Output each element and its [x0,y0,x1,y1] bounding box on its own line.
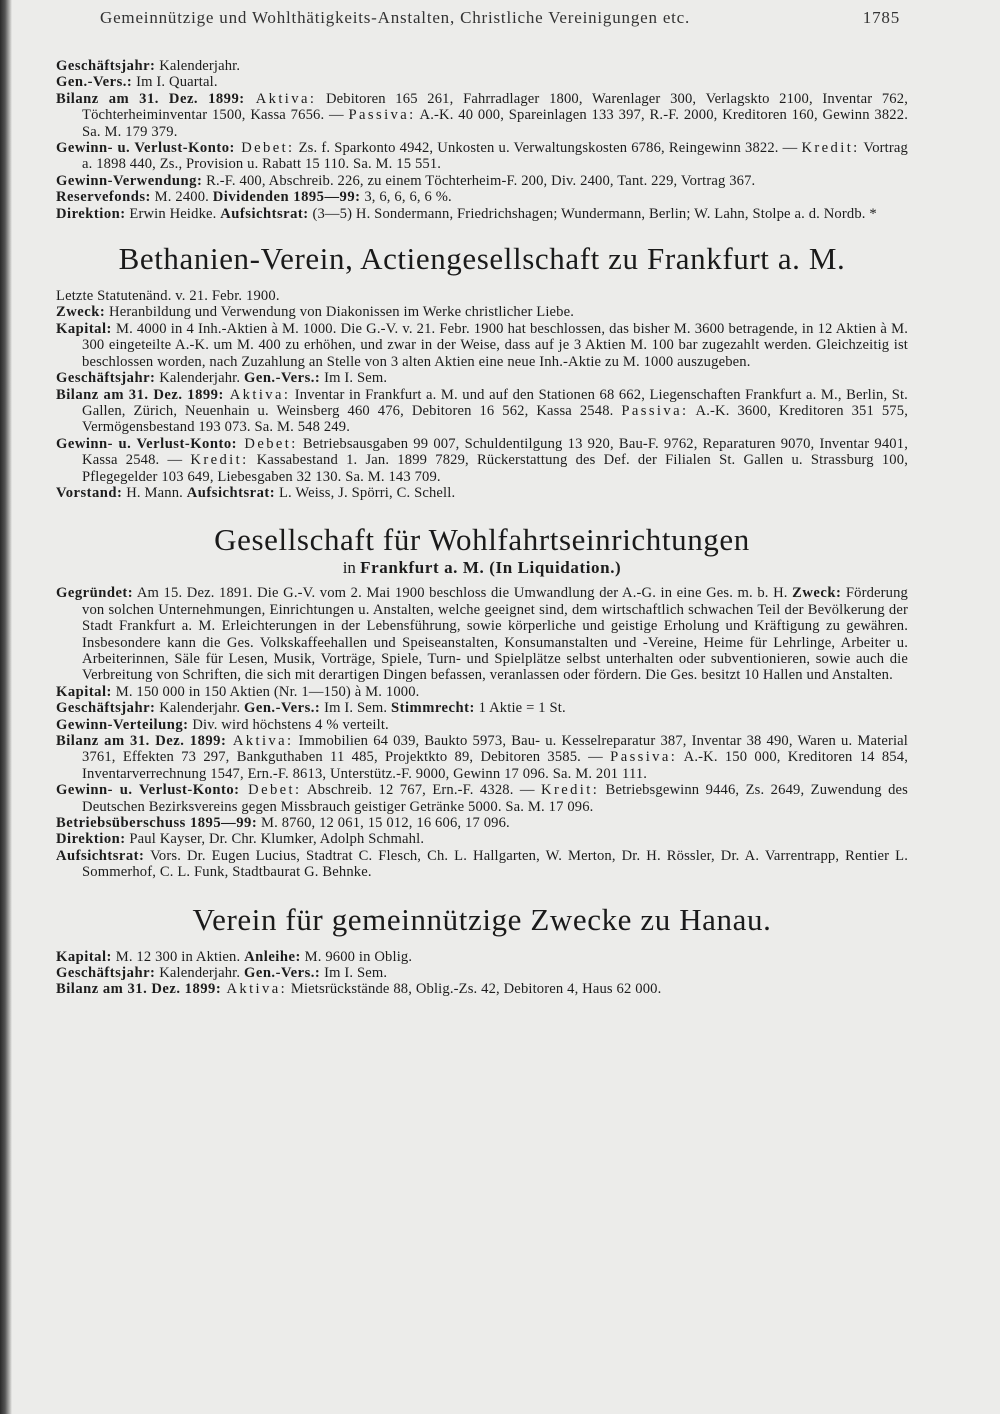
field-label: Bilanz am 31. Dez. 1899: [56,733,227,749]
field-value: M. 4000 in 4 Inh.-Aktien à M. 1000. Die G.-V. v. 21. Febr. 1900 hat beschlossen, das bisher M. 3600 betragende, in 12 Aktien à M. 300 eingeteilte A.-K. um M. 400 zu erhöhen, und zwar in der Weise, dass auf je 3 Aktien M. 100 bar zugezahlt werden. Gleichzeitig ist beschlossen worden, nach Zuzahlung an Stelle von 3 alten Aktien eine neue Inh.-Aktie zu M. 1000 auszugeben. [82,320,908,370]
entry-title-bethanien: Bethanien-Verein, Actiengesellschaft zu Frankfurt a. M. [118,241,846,277]
entry-line [56,485,908,501]
field-label: Kapital: [56,320,112,337]
field-value: Betriebsausgaben 99 007, Schuldentilgung 13 920, Bau-F. 9762, Reparaturen 9070, Inventar 9401, Kassa 2548. — [82,435,908,469]
field-label: Gen.-Vers.: [243,965,321,982]
field-label: Dividenden 1895—99: [212,189,361,206]
field-value: L. Weiss, J. Spörri, C. Schell. [275,484,456,501]
field-value: Kalenderjahr. [155,58,241,74]
field-value: Div. wird höchstens 4 % verteilt. [188,716,389,733]
field-value: Immobilien 64 039, Baukto 5973, Bau- u. Kesselreparatur 387, Inventar 38 490, Waren u. Material 3761, Effekten 73 297, Bankguthaben 11 485, Projektkto 89, Debitoren 3585. — [82,733,908,766]
entry-line [56,58,908,74]
page-content [56,58,908,998]
field-label: Gen.-Vers.: [243,700,321,717]
entry-line [56,981,908,997]
account-side-label: Passiva: [348,107,416,124]
field-value: Kalenderjahr. [155,700,244,717]
field-label: Gewinn- u. Verlust-Konto: [56,435,237,452]
field-value: 1 Aktie = 1 St. [474,700,566,717]
field-value: A.-K. 40 000, Spareinlagen 133 397, R.-F. 2000, Kreditoren 160, Gewinn 3822. Sa. M. 179 379. [82,107,908,140]
field-value: M. 150 000 in 150 Aktien (Nr. 1—150) à M. 1000. [111,683,420,700]
field-value: M. 12 300 in Aktien. [111,948,245,965]
entry-line [56,288,908,304]
page-binding-shadow [0,0,12,1414]
field-label: Bilanz am 31. Dez. 1899: [56,90,245,107]
field-label: Gewinn- u. Verlust-Konto: [56,782,240,799]
field-label: Bilanz am 31. Dez. 1899: [56,386,224,403]
subtitle-bold: Frankfurt a. M. (In Liquidation.) [360,558,622,578]
entry-bethanien-verein [56,288,908,501]
field-label: Gewinn- u. Verlust-Konto: [56,140,235,157]
account-side-label: Kredit: [801,140,860,157]
field-value: Paul Kayser, Dr. Chr. Klumker, Adolph Schmahl. [125,831,425,848]
field-label: Anleihe: [244,948,301,965]
field-value: Kassabestand 1. Jan. 1899 7829, Rückerstattung des Def. der Filialen St. Gallen u. Strassburg 100, Pflegegelder 103 649, Liebesgaben 32 130. Sa. M. 143 709. [82,452,908,485]
entry-subtitle-wohlfahrt [56,559,908,577]
entry-line [56,585,908,683]
entry-line [56,206,908,222]
account-side-label: Kredit: [541,782,600,799]
field-label: Betriebsüberschuss 1895—99: [56,815,258,832]
field-label: Gewinn-Verwendung: [56,172,203,189]
field-value: 3, 6, 6, 6, 6 %. [360,189,452,206]
account-side-label: Aktiva: [226,733,294,749]
field-label: Aufsichtsrat: [220,205,309,222]
entry-line [56,173,908,189]
entry-line [56,436,908,485]
field-value: Heranbildung und Verwendung von Diakonissen im Werke christlicher Liebe. [105,304,575,321]
entry-verein-hanau [56,949,908,998]
field-label: Kapital: [56,683,112,700]
field-value: Im I. Sem. [320,700,391,717]
entry-line [56,717,908,733]
entry-line [56,304,908,320]
field-label: Zweck: [56,304,106,321]
page-number: 1785 [862,8,900,27]
field-value: Am 15. Dez. 1891. Die G.-V. vom 2. Mai 1900 beschloss die Umwandlung der A.-G. in eine Ges. m. b. H. [133,585,793,602]
field-label: Gegründet: [56,585,134,602]
running-title: Gemeinnützige und Wohlthätigkeits-Anstalten, Christliche Vereinigungen etc. [100,8,691,27]
field-value: M. 2400. [150,189,213,206]
account-side-label: Aktiva: [244,90,317,107]
field-label: Geschäftsjahr: [56,370,156,387]
entry-line [56,815,908,831]
field-value: Mietsrückstände 88, Oblig.-Zs. 42, Debitoren 4, Haus 62 000. [287,981,662,998]
field-value: Vortrag a. 1898 440, Zs., Provision u. Rabatt 15 110. Sa. M. 15 551. [82,140,908,173]
field-value: Kalenderjahr. [155,965,244,982]
entry-title-hanau: Verein für gemeinnützige Zwecke zu Hanau. [192,901,772,937]
field-label: Gen.-Vers.: [56,74,133,91]
account-side-label: Aktiva: [223,386,291,403]
running-header [100,8,900,28]
account-side-label: Aktiva: [221,981,288,998]
field-value: Betriebsgewinn 9446, Zs. 2649, Zuwendung des Deutschen Bezirksvereins gegen Missbrauch geistiger Getränke 5000. Sa. M. 17 096. [82,782,908,815]
entry-line [56,848,908,881]
field-value: Inventar in Frankfurt a. M. und auf den Stationen 68 662, Liegenschaften Frankfurt a. M., Berlin, St. Gallen, Zürich, Neuenhain u. Weinsberg 460 476, Debitoren 16 562, Kassa 2548. [82,386,908,419]
entry-title-wohlfahrt: Gesellschaft für Wohlfahrtseinrichtungen [214,522,750,558]
field-label: Gen.-Vers.: [243,370,321,387]
entry-line [56,700,908,716]
field-label: Aufsichtsrat: [186,484,276,501]
entry-line [56,91,908,140]
entry-line [56,387,908,436]
field-value: (3—5) H. Sondermann, Friedrichshagen; Wundermann, Berlin; W. Lahn, Stolpe a. d. Nordb. * [308,205,877,222]
field-label: Bilanz am 31. Dez. 1899: [56,981,222,998]
field-label: Geschäftsjahr: [56,700,156,717]
field-value: Erwin Heidke. [125,205,221,222]
subtitle-prefix: in [342,558,356,578]
entry-line [56,74,908,90]
entry-line [56,831,908,847]
field-label: Stimmrecht: [391,700,475,717]
entry-gesellschaft-wohlfahrt [56,585,908,880]
account-side-label: Kredit: [190,452,249,469]
entry-line [56,321,908,370]
field-label: Reservefonds: [56,189,151,206]
account-side-label: Debet: [237,435,298,452]
field-label: Aufsichtsrat: [56,847,145,864]
field-value: M. 9600 in Oblig. [300,948,413,965]
field-label: Gewinn-Verteilung: [56,716,189,733]
entry-previous-company [56,58,908,222]
field-value: A.-K. 150 000, Kreditoren 14 854, Inventarverrechnung 1547, Ern.-F. 8613, Unterstütz.-F. 9000, Gewinn 17 096. Sa. M. 201 111. [82,749,908,782]
entry-line [56,733,908,782]
field-label: Direktion: [56,205,126,222]
field-value: R.-F. 400, Abschreib. 226, zu einem Töchterheim-F. 200, Div. 2400, Tant. 229, Vortrag 367. [202,172,756,189]
field-label: Geschäftsjahr: [56,58,156,74]
entry-line [56,949,908,965]
field-label: Direktion: [56,831,126,848]
field-value: H. Mann. [122,484,187,501]
field-value: Kalenderjahr. [155,370,244,387]
field-value: Im I. Sem. [320,370,388,387]
account-side-label: Debet: [239,782,302,799]
entry-line [56,965,908,981]
field-value: Debitoren 165 261, Fahrradlager 1800, Warenlager 300, Verlagskto 2100, Inventar 762, Töchterheiminventar 1500, Kassa 7656. — [82,90,908,124]
field-value: A.-K. 3600, Kreditoren 351 575, Vermögensbestand 193 073. Sa. M. 548 249. [82,402,909,436]
field-value: Vors. Dr. Eugen Lucius, Stadtrat C. Flesch, Ch. L. Hallgarten, W. Merton, Dr. H. Rössler, Dr. A. Varrentrapp, Rentier L. Sommerhof, C. L. Funk, Stadtbaurat G. Behnke. [82,847,908,881]
account-side-label: Passiva: [621,402,689,419]
field-label: Vorstand: [56,484,123,501]
field-value: Förderung von solchen Unternehmungen, Einrichtungen u. Anstalten, welche geeignet sind, dem wirtschaftlich schwachen Teil der Bevölkerung der Stadt Frankfurt a. M. Erleichterungen in der Lebensführung, sowie körperliche und geistige Erholung und Kräftigung zu gewähren. Insbesondere kann die Ges. Volkskaffeehallen und Speiseanstalten, Konsumanstalten und -Vereine, Heime für Lehrlinge, Arbeiter u. Arbeiterinnen, Säle für Lesen, Musik, Vorträge, Spiele, Turn- und Spielplätze selbst unterhalten oder subventionieren, sowie auch die Verbreitung von Schriften, die sich mit derartigen Dingen befassen, veranlassen oder fördern. Die Ges. besitzt 10 Hallen und Anstalten. [82,585,909,684]
account-side-label: Passiva: [610,749,678,766]
account-side-label: Debet: [234,140,295,157]
field-value: Zs. f. Sparkonto 4942, Unkosten u. Verwaltungskosten 6786, Reingewinn 3822. — [294,140,802,157]
entry-line [56,782,908,815]
entry-line [56,140,908,173]
field-value: M. 8760, 12 061, 15 012, 16 606, 17 096. [257,815,510,832]
entry-line [56,684,908,700]
entry-line [56,189,908,205]
field-label: Geschäftsjahr: [56,965,156,982]
field-label: Zweck: [792,585,842,602]
field-value: Abschreib. 12 767, Ern.-F. 4328. — [301,782,542,799]
field-value: Im I. Quartal. [132,74,218,91]
field-value: Letzte Statutenänd. v. 21. Febr. 1900. [56,288,280,305]
entry-line [56,370,908,386]
field-label: Kapital: [56,948,112,965]
field-value: Im I. Sem. [320,965,388,982]
